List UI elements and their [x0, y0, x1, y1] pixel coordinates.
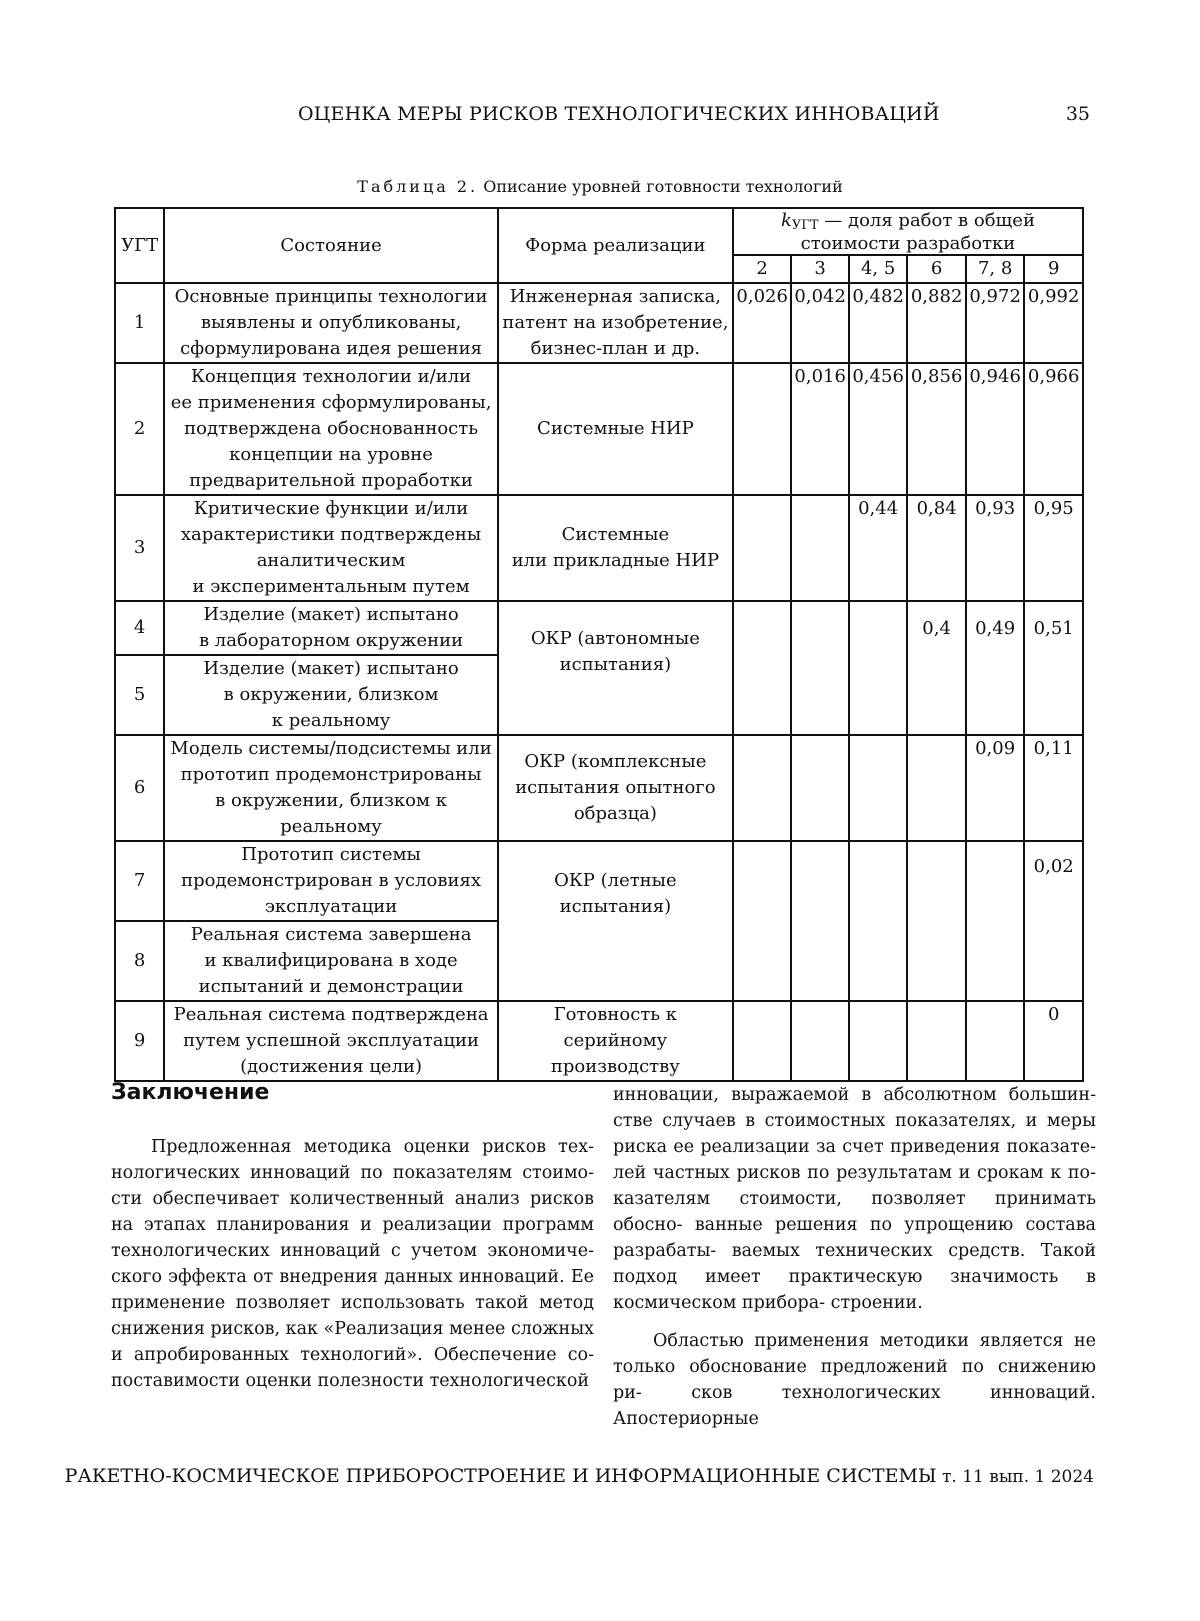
k-value: 0,49: [966, 601, 1025, 735]
level-header: 6: [907, 255, 966, 283]
utg-level: 6: [115, 735, 164, 841]
form-cell: [498, 601, 733, 735]
state-line: эксплуатации: [264, 896, 398, 917]
form-line: или прикладные НИР: [511, 550, 720, 571]
k-subscript: УГТ: [791, 218, 819, 233]
k-value: [733, 841, 792, 1001]
form-line: образца): [573, 803, 657, 824]
k-value: 0,966: [1024, 363, 1083, 495]
state-line: Концепция технологии и/или: [190, 366, 472, 387]
state-cell: [164, 921, 498, 1001]
state-cell: [164, 601, 498, 655]
k-value: [733, 363, 792, 495]
state-line: Основные принципы технологии: [174, 286, 488, 307]
form-line: Системные НИР: [537, 418, 694, 439]
k-value: 0,882: [907, 283, 966, 363]
k-line1: — доля работ в общей: [818, 210, 1035, 231]
state-line: выявлены и опубликованы,: [200, 312, 462, 333]
text-line: на этапах планирования и реализации программ: [111, 1215, 594, 1235]
k-value: [849, 1001, 908, 1081]
k-symbol: k: [780, 210, 792, 231]
text-line: стве случаев в стоимостных показателях, и меры: [613, 1111, 1096, 1131]
k-value: 0,11: [1024, 735, 1083, 841]
state-line: в окружении, близком к реальному: [215, 790, 447, 837]
form-line: ОКР (летные: [554, 870, 677, 891]
conclusion-heading: Заключение: [111, 1080, 270, 1105]
k-value: 0,946: [966, 363, 1025, 495]
k-value: 0,51: [1024, 601, 1083, 735]
state-line: продемонстрирован в условиях: [181, 870, 481, 891]
state-line: Реальная система завершена: [190, 924, 472, 945]
running-title: ОЦЕНКА МЕРЫ РИСКОВ ТЕХНОЛОГИЧЕСКИХ ИННОВАЦИЙ: [298, 103, 940, 125]
state-line: подтверждена обоснованность: [184, 418, 478, 439]
k-value: [733, 495, 792, 601]
k-value: 0,4: [907, 601, 966, 735]
k-value: [849, 841, 908, 1001]
text-line: снижения рисков, как «Реализация менее сложных: [111, 1319, 594, 1339]
k-value: [733, 601, 792, 735]
journal-volume: т. 11 вып. 1 2024: [936, 1467, 1094, 1487]
text-line: поставимости оценки полезности технологической: [111, 1371, 590, 1391]
k-value: [791, 601, 848, 735]
state-line: Критические функции и/или: [193, 498, 469, 519]
state-cell: [164, 841, 498, 921]
journal-footer: [65, 1465, 1094, 1487]
table-row: [115, 735, 1083, 841]
level-header: 9: [1024, 255, 1083, 283]
k-value: 0,026: [733, 283, 792, 363]
k-value: [733, 735, 792, 841]
state-line: к реальному: [271, 710, 391, 731]
state-cell: [164, 283, 498, 363]
text-line: ского эффекта от внедрения данных инноваций.: [111, 1267, 565, 1287]
k-value: [907, 841, 966, 1001]
state-line: Реальная система подтверждена: [173, 1004, 489, 1025]
table-row: [115, 841, 1083, 921]
state-line: концепции на уровне: [229, 444, 433, 465]
utg-level: 3: [115, 495, 164, 601]
k-value: 0,972: [966, 283, 1025, 363]
state-line: и экспериментальным путем: [192, 576, 470, 597]
text-line: практическую значимость в космическом прибора-: [613, 1267, 1096, 1313]
text-line: ваемых технических средств. Такой подход имеет: [613, 1241, 1096, 1287]
readiness-levels-table: [114, 207, 1084, 1082]
state-line: испытаний и демонстрации: [198, 976, 464, 997]
text-line: только обоснование предложений по снижению ри-: [613, 1357, 1096, 1403]
state-line: Изделие (макет) испытано: [203, 658, 459, 679]
state-line: предварительной проработки: [189, 470, 473, 491]
level-header: 7, 8: [966, 255, 1025, 283]
form-line: ОКР (автономные: [530, 628, 700, 649]
table-caption: [0, 177, 1200, 196]
text-line: казателям стоимости, позволяет принимать обосно-: [613, 1189, 1096, 1235]
level-header: 4, 5: [849, 255, 908, 283]
state-line: в лабораторном окружении: [198, 630, 464, 651]
state-cell: [164, 495, 498, 601]
utg-level: 1: [115, 283, 164, 363]
utg-level: 4: [115, 601, 164, 655]
form-line: Инженерная записка,: [509, 286, 721, 307]
state-line: Модель системы/подсистемы или: [170, 738, 492, 759]
state-line: Прототип системы: [241, 844, 421, 865]
k-value: [907, 1001, 966, 1081]
page-number: 35: [1065, 103, 1090, 125]
text-line: сков технологических инноваций. Апостериорные: [613, 1383, 1096, 1429]
text-line: сти обеспечивает количественный анализ рисков: [111, 1189, 594, 1209]
state-line: аналитическим: [256, 550, 406, 571]
level-header: 3: [791, 255, 848, 283]
k-value: [733, 1001, 792, 1081]
form-cell: [498, 1001, 733, 1081]
journal-title: РАКЕТНО-КОСМИЧЕСКОЕ ПРИБОРОСТРОЕНИЕ И ИНФОРМАЦИОННЫЕ СИСТЕМЫ: [64, 1465, 937, 1487]
k-value: 0,482: [849, 283, 908, 363]
text-line: технологических инноваций с учетом экономиче-: [111, 1241, 594, 1261]
form-line: испытания опытного: [515, 777, 716, 798]
k-value: [791, 1001, 848, 1081]
state-line: прототип продемонстрированы: [180, 764, 482, 785]
table-row: [115, 283, 1083, 363]
text-line: ванные решения по упрощению состава разрабаты-: [613, 1215, 1096, 1261]
paragraph: [111, 1134, 594, 1394]
k-value: [907, 735, 966, 841]
k-value: 0,042: [791, 283, 848, 363]
form-cell: [498, 363, 733, 495]
k-value: 0,856: [907, 363, 966, 495]
k-value: [966, 841, 1025, 1001]
level-header: 2: [733, 255, 792, 283]
state-line: сформулирована идея решения: [180, 338, 483, 359]
text-line: Областью применения методики является не: [653, 1331, 1096, 1351]
form-cell: [498, 495, 733, 601]
state-line: характеристики подтверждены: [180, 524, 482, 545]
form-cell: [498, 283, 733, 363]
caption-text: Описание уровней готовности технологий: [478, 177, 843, 196]
text-line: строении.: [830, 1293, 923, 1313]
paragraph: [613, 1328, 1096, 1432]
text-line: Предложенная методика оценки рисков тех-: [151, 1137, 594, 1157]
k-value: 0,44: [849, 495, 908, 601]
k-value: 0: [1024, 1001, 1083, 1081]
right-column: [613, 1082, 1096, 1432]
k-value: [849, 601, 908, 735]
form-line: Системные: [561, 524, 670, 545]
utg-level: 5: [115, 655, 164, 735]
state-cell: [164, 655, 498, 735]
form-line: испытания): [559, 896, 672, 917]
k-value: [791, 495, 848, 601]
k-value: 0,016: [791, 363, 848, 495]
k-value: 0,09: [966, 735, 1025, 841]
header-utg: УГТ: [115, 208, 164, 283]
form-line: производству: [550, 1056, 680, 1077]
header-form: Форма реализации: [498, 208, 733, 283]
form-line: патент на изобретение,: [502, 312, 729, 333]
k-value: [966, 1001, 1025, 1081]
text-line: Ее применение позволяет использовать такой метод: [111, 1267, 594, 1313]
header-state: Состояние: [164, 208, 498, 283]
form-line: испытания): [559, 654, 672, 675]
k-value: [849, 735, 908, 841]
state-line: (достижения цели): [240, 1056, 423, 1077]
k-value: 0,84: [907, 495, 966, 601]
utg-level: 9: [115, 1001, 164, 1081]
state-line: ее применения сформулированы,: [170, 392, 492, 413]
table-row: [115, 363, 1083, 495]
form-line: ОКР (комплексные: [524, 751, 707, 772]
k-value: [791, 841, 848, 1001]
k-line2: стоимости разработки: [800, 233, 1016, 254]
state-line: Изделие (макет) испытано: [203, 604, 459, 625]
state-cell: [164, 735, 498, 841]
table-row: [115, 601, 1083, 655]
state-line: путем успешной эксплуатации: [183, 1030, 480, 1051]
state-line: в окружении, близком: [223, 684, 439, 705]
form-cell: [498, 841, 733, 1001]
k-value: 0,456: [849, 363, 908, 495]
k-value: 0,02: [1024, 841, 1083, 1001]
table-row: [115, 495, 1083, 601]
state-cell: [164, 363, 498, 495]
text-line: и апробированных технологий». Обеспечение со-: [111, 1345, 594, 1365]
text-line: риска ее реализации за счет приведения показате-: [613, 1137, 1096, 1157]
caption-label: Таблица 2.: [357, 177, 479, 196]
left-column: [111, 1134, 594, 1394]
state-line: и квалифицирована в ходе: [204, 950, 458, 971]
k-value: 0,93: [966, 495, 1025, 601]
form-line: бизнес-план и др.: [530, 338, 701, 359]
text-line: лей частных рисков по результатам и срокам к по-: [613, 1163, 1096, 1183]
form-cell: [498, 735, 733, 841]
form-line: Готовность к серийному: [553, 1004, 678, 1051]
header-k-share: [733, 208, 1083, 255]
utg-level: 2: [115, 363, 164, 495]
text-line: нологических инноваций по показателям стоимо-: [111, 1163, 594, 1183]
state-cell: [164, 1001, 498, 1081]
text-line: инновации, выражаемой в абсолютном большин-: [613, 1085, 1096, 1105]
paragraph: [613, 1082, 1096, 1316]
utg-level: 8: [115, 921, 164, 1001]
k-value: [791, 735, 848, 841]
k-value: 0,992: [1024, 283, 1083, 363]
utg-level: 7: [115, 841, 164, 921]
table-row: [115, 1001, 1083, 1081]
k-value: 0,95: [1024, 495, 1083, 601]
